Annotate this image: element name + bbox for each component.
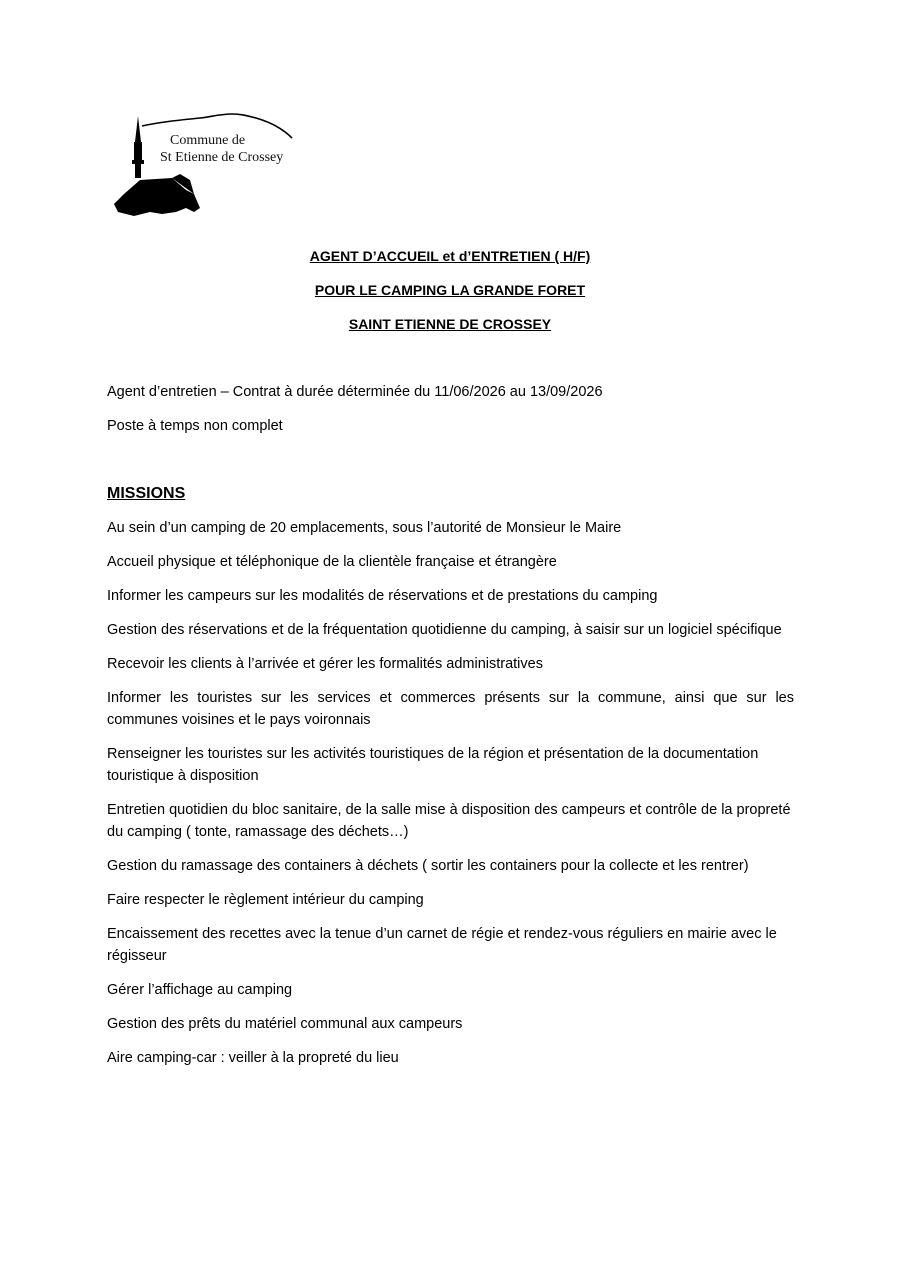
document-body [107, 381, 794, 1081]
mission-item: Gérer l’affichage au camping [107, 982, 293, 998]
mission-item: Au sein d’un camping de 20 emplacements, sous l’autorité de Monsieur le Maire [107, 520, 622, 536]
mission-item: Accueil physique et téléphonique de la clientèle française et étrangère [107, 554, 557, 570]
missions-list [107, 517, 794, 1069]
mission-item: Gestion des prêts du matériel communal aux campeurs [107, 1016, 463, 1032]
document-titles [0, 246, 900, 348]
logo-line-1: Commune de [170, 133, 246, 148]
mission-item: Gestion du ramassage des containers à déchets ( sortir les containers pour la collecte et les rentrer) [107, 858, 749, 874]
mission-item: Informer les campeurs sur les modalités de réservations et de prestations du camping [107, 588, 658, 604]
mission-item: Entretien quotidien du bloc sanitaire, de la salle mise à disposition des campeurs et contrôle de la propreté du camping ( tonte, ramassage des déchets…) [107, 802, 791, 840]
mission-item: Encaissement des recettes avec la tenue d’un carnet de régie et rendez-vous réguliers en mairie avec le régisseur [107, 926, 777, 964]
contract-line: Agent d’entretien – Contrat à durée déterminée du 11/06/2026 au 13/09/2026 [107, 384, 603, 400]
mission-item: Renseigner les touristes sur les activités touristiques de la région et présentation de la documentation touristique à disposition [107, 746, 759, 784]
job-title: AGENT D’ACCUEIL et d’ENTRETIEN ( H/F) [309, 248, 591, 264]
camping-title: POUR LE CAMPING LA GRANDE FORET [314, 282, 586, 298]
schedule-line: Poste à temps non complet [107, 418, 283, 434]
logo-text [160, 132, 283, 166]
mission-item: Faire respecter le règlement intérieur du camping [107, 892, 424, 908]
mission-item: Informer les touristes sur les services et commerces présents sur la commune, ainsi que sur les communes voisines et le pays voironnais [107, 690, 794, 728]
commune-logo [110, 108, 310, 220]
mission-item: Aire camping-car : veiller à la propreté du lieu [107, 1050, 399, 1066]
town-title: SAINT ETIENNE DE CROSSEY [348, 316, 552, 332]
mission-item: Gestion des réservations et de la fréquentation quotidienne du camping, à saisir sur un logiciel spécifique [107, 622, 782, 638]
missions-heading: MISSIONS [107, 485, 186, 502]
mission-item: Recevoir les clients à l’arrivée et gérer les formalités administratives [107, 656, 543, 672]
logo-line-2: St Etienne de Crossey [160, 150, 284, 165]
